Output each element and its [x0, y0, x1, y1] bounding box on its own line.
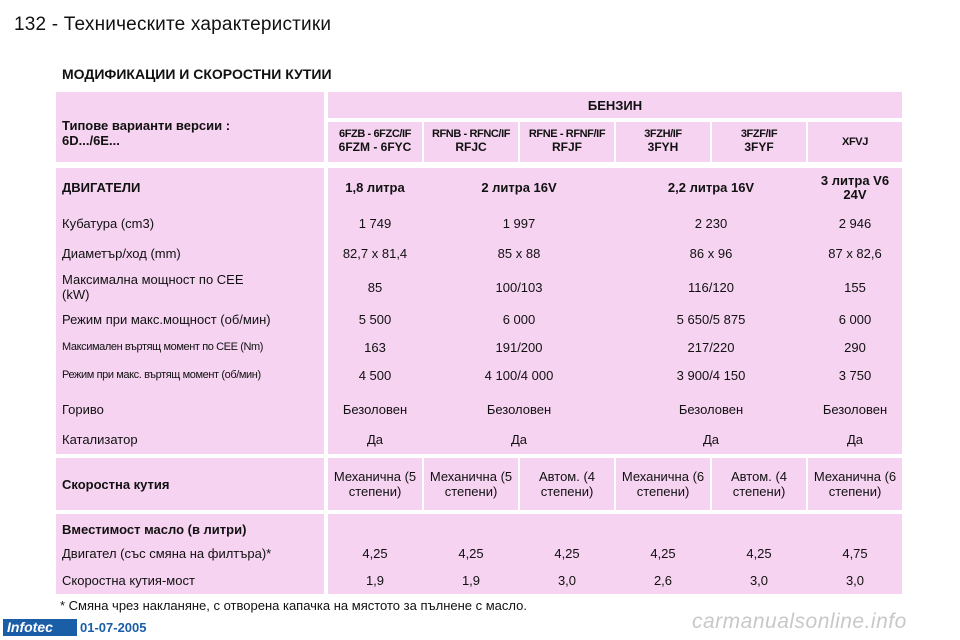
spec-value: 2 946: [838, 216, 872, 231]
gearbox-value: Механична (5 степени): [429, 469, 513, 499]
spec-value: 290: [844, 340, 866, 355]
gearbox-value: Механична (6 степени): [813, 469, 897, 499]
spec-value: 2 230: [694, 216, 728, 231]
version-code: [328, 128, 422, 154]
version-code-top: 3FZH/IF: [644, 128, 682, 140]
spec-label: Режим при макс. въртящ момент (об/мин): [62, 369, 261, 381]
oil-value: 4,25: [554, 546, 580, 561]
engine-size: 2 литра 16V: [481, 180, 557, 195]
oil-value: 1,9: [365, 573, 385, 588]
spec-value: Безоловен: [342, 402, 408, 417]
version-code-top: 3FZF/IF: [740, 128, 778, 140]
spec-value: 86 x 96: [689, 246, 733, 261]
spec-value: 100/103: [495, 280, 543, 295]
spec-value: 87 x 82,6: [828, 246, 882, 261]
spec-value: Да: [510, 432, 528, 447]
version-code-bottom: RFJC: [455, 140, 487, 154]
spec-value: 5 500: [358, 312, 392, 327]
version-code-top: 6FZB - 6FZC/IF: [338, 128, 411, 140]
engine-size: 2,2 литра 16V: [667, 180, 755, 195]
version-code: [520, 128, 614, 154]
spec-value: 6 000: [502, 312, 536, 327]
gearbox-value: Механична (6 степени): [621, 469, 705, 499]
spec-value: 6 000: [838, 312, 872, 327]
version-code: [424, 128, 518, 154]
spec-value: Да: [366, 432, 384, 447]
engines-label: ДВИГАТЕЛИ: [62, 180, 141, 195]
spec-value: 4 500: [358, 368, 392, 383]
oil-row-label: Двигател (със смяна на филтъра)*: [62, 546, 272, 561]
oil-row-label: Скоростна кутия-мост: [62, 573, 195, 588]
gearbox-label: Скоростна кутия: [62, 477, 170, 492]
spec-value: 217/220: [687, 340, 735, 355]
spec-label: Максимален въртящ момент по CEE (Nm): [62, 341, 264, 353]
version-code: [616, 128, 710, 154]
engine-size: 1,8 литра: [345, 180, 405, 195]
oil-label: Вместимост масло (в литри): [62, 522, 247, 537]
spec-value: Да: [702, 432, 720, 447]
spec-value: 82,7 x 81,4: [342, 246, 408, 261]
spec-value: Безоловен: [486, 402, 552, 417]
spec-value: 155: [844, 280, 866, 295]
gearbox-value: Автом. (4 степени): [730, 469, 788, 499]
gearbox-value: Автом. (4 степени): [538, 469, 596, 499]
spec-value: 116/120: [687, 280, 735, 295]
spec-value: Безоловен: [678, 402, 744, 417]
oil-value: 4,25: [746, 546, 772, 561]
spec-value: 4 100/4 000: [484, 368, 554, 383]
oil-value: 1,9: [461, 573, 481, 588]
spec-value: 3 750: [838, 368, 872, 383]
spec-value: 1 997: [502, 216, 536, 231]
oil-value: 3,0: [845, 573, 865, 588]
engine-size: 3 литра V6 24V: [820, 173, 890, 202]
gearbox-value: Механична (5 степени): [333, 469, 417, 499]
version-code: [808, 136, 902, 149]
footnote: * Смяна чрез накланяне, с отворена капачка на мястото за пълнене с масло.: [60, 598, 527, 613]
fuel-label: БЕНЗИН: [587, 98, 643, 113]
page-title: 132 - Техническите характеристики: [14, 14, 332, 35]
oil-value: 4,25: [458, 546, 484, 561]
oil-value: 4,25: [362, 546, 388, 561]
spec-label: Гориво: [62, 402, 104, 417]
spec-value: 191/200: [495, 340, 543, 355]
oil-value: 3,0: [557, 573, 577, 588]
spec-value: 163: [364, 340, 386, 355]
spec-label: Режим при макс.мощност (об/мин): [62, 312, 271, 327]
date-label: 01-07-2005: [80, 620, 147, 635]
spec-label: Кубатура (cm3): [62, 216, 155, 231]
version-code-bottom: 3FYH: [647, 140, 679, 154]
spec-value: 85: [367, 280, 383, 295]
watermark: carmanualsonline.info: [692, 610, 907, 633]
spec-value: 1 749: [358, 216, 392, 231]
version-code-bottom: 3FYF: [744, 140, 774, 154]
spec-label: Катализатор: [62, 432, 138, 447]
spec-value: 3 900/4 150: [676, 368, 746, 383]
version-code-bottom: 6FZM - 6FYC: [338, 140, 412, 154]
variants-label: Типове варианти версии : 6D.../6E...: [62, 118, 231, 148]
version-code-top: RFNE - RFNF/IF: [528, 128, 606, 140]
oil-value: 3,0: [749, 573, 769, 588]
spec-value: Безоловен: [822, 402, 888, 417]
spec-value: 5 650/5 875: [676, 312, 746, 327]
version-code-bottom: RFJF: [552, 140, 582, 154]
version-code: [712, 128, 806, 154]
oil-value: 4,75: [842, 546, 868, 561]
section-title: МОДИФИКАЦИИ И СКОРОСТНИ КУТИИ: [62, 66, 332, 82]
version-code-top: XFVJ: [842, 136, 868, 148]
oil-value: 4,25: [650, 546, 676, 561]
spec-label: Максимална мощност по CEE (kW): [62, 272, 244, 302]
infotec-logo: Infotec: [3, 619, 77, 636]
spec-label: Диаметър/ход (mm): [62, 246, 181, 261]
spec-value: Да: [846, 432, 864, 447]
oil-value: 2,6: [653, 573, 673, 588]
version-code-top: RFNB - RFNC/IF: [431, 128, 511, 140]
spec-value: 85 x 88: [497, 246, 541, 261]
